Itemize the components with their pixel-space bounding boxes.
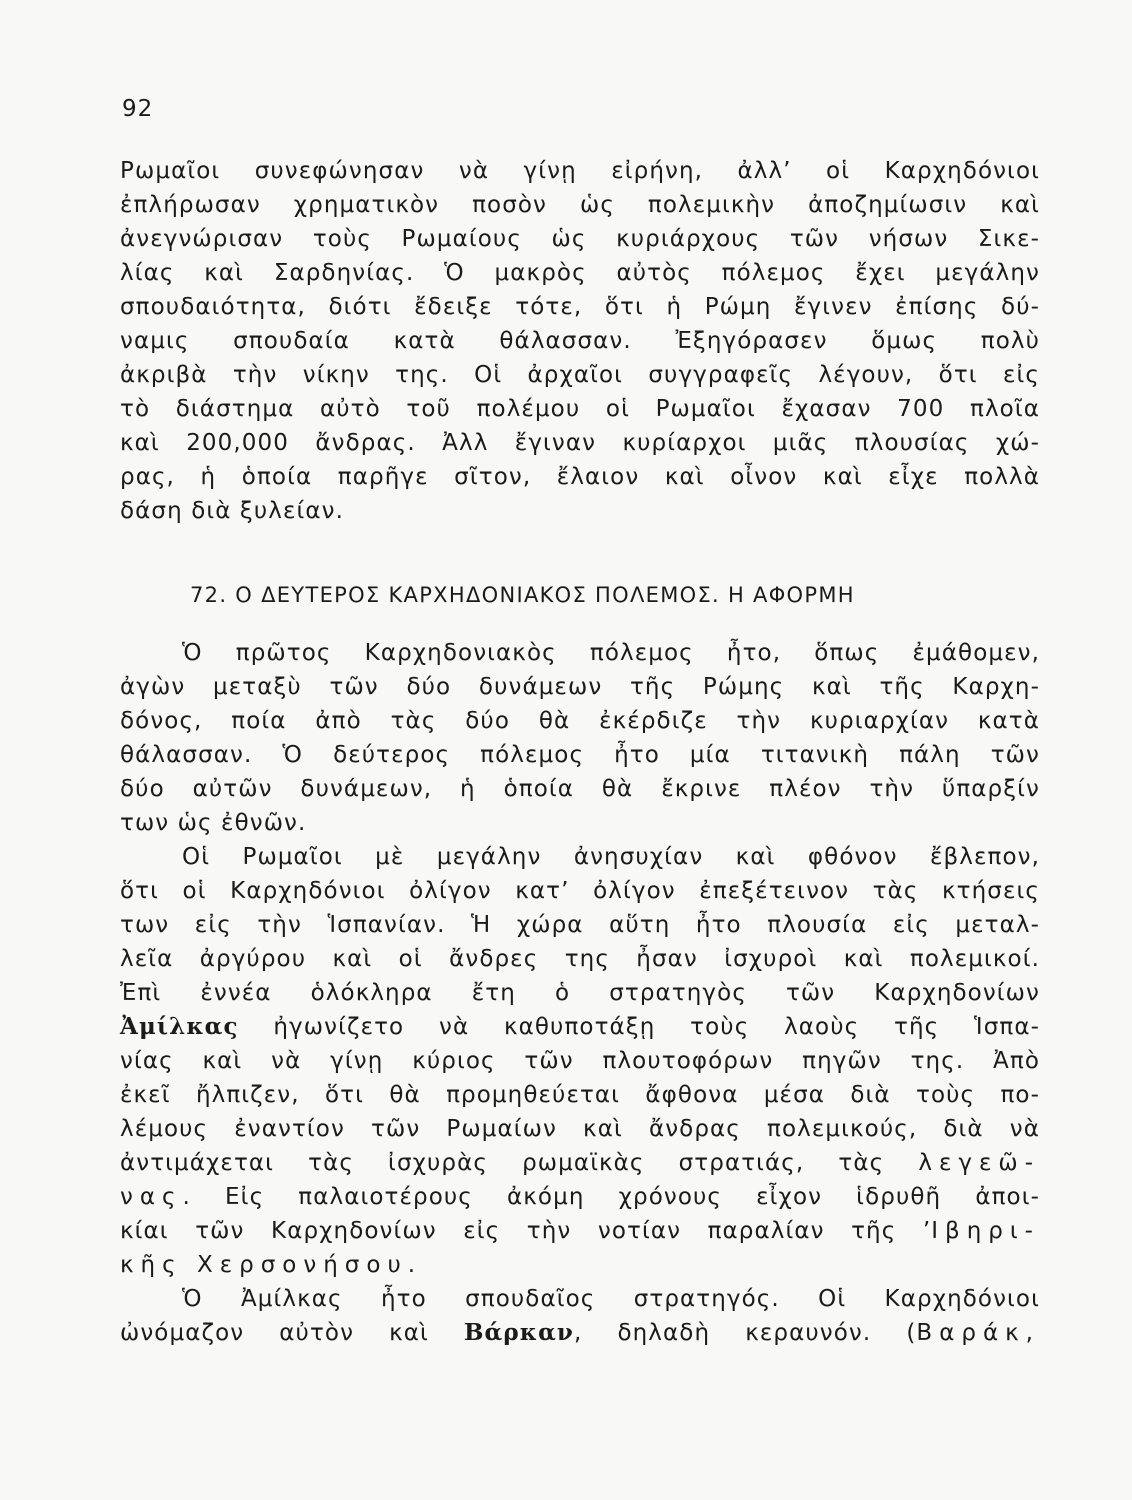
text-line: ἀκριβὰ τὴν νίκην της. Οἱ ἀρχαῖοι συγγραφεῖς λέγουν, ὅτι εἰς <box>120 362 1040 388</box>
text-line <box>120 1316 1040 1350</box>
text-line: Ἐπὶ ἐννέα ὁλόκληρα ἔτη ὁ στρατηγὸς τῶν Καρχηδονίων <box>120 980 1040 1006</box>
text-line: των εἰς τὴν Ἱσπανίαν. Ἡ χώρα αὕτη ἦτο πλουσία εἰς μεταλ- <box>120 912 1040 938</box>
text-line: ναμις σπουδαία κατὰ θάλασσαν. Ἐξηγόρασεν ὅμως πολὺ <box>120 328 1040 354</box>
text-line: ρας, ἡ ὁποία παρῆγε σῖτον, ἔλαιον καὶ οἶνον καὶ εἶχε πολλὰ <box>120 464 1040 490</box>
spaced-word-legions: λεγεῶ- <box>918 1150 1040 1176</box>
spaced-word-chersonese: κῆς Χερσονήσου <box>120 1252 408 1278</box>
paragraph-1 <box>120 154 1040 528</box>
text-fragment: ἀντιμάχεται τὰς ἰσχυρὰς ρωμαϊκὰς στρατιάς, τὰς <box>120 1150 885 1176</box>
text-fragment: ἠγωνίζετο νὰ καθυποτάξῃ τοὺς λαοὺς τῆς Ἱσπα- <box>273 1014 1040 1040</box>
section-body <box>120 636 1040 1350</box>
text-line <box>120 1214 1040 1248</box>
text-fragment: . Εἰς παλαιοτέρους ἀκόμη χρόνους εἶχον ἱδρυθῆ ἀποι- <box>182 1184 1040 1210</box>
text-line: Οἱ Ρωμαῖοι μὲ μεγάλην ἀνησυχίαν καὶ φθόνον ἔβλεπον, <box>182 844 1040 870</box>
spaced-word-legions-end: νας <box>120 1184 183 1210</box>
text-fragment: ὠνόμαζον αὐτὸν καὶ <box>120 1320 429 1346</box>
text-line <box>120 1146 1040 1180</box>
text-line: τὸ διάστημα αὐτὸ τοῦ πολέμου οἱ Ρωμαῖοι ἔχασαν 700 πλοῖα <box>120 396 1040 422</box>
name-barca: Βάρκαν <box>464 1319 574 1346</box>
text-line: σπουδαιότητα, διότι ἔδειξε τότε, ὅτι ἡ Ρώμη ἔγινεν ἐπίσης δύ- <box>120 294 1040 320</box>
text-line <box>120 1180 1040 1214</box>
text-line: θάλασσαν. Ὁ δεύτερος πόλεμος ἦτο μία τιτανικὴ πάλη τῶν <box>120 742 1040 768</box>
text-line: δύο αὐτῶν δυνάμεων, ἡ ὁποία θὰ ἔκρινε πλέον τὴν ὕπαρξίν <box>120 776 1040 802</box>
text-fragment: , δηλαδὴ κεραυνόν. ( <box>573 1320 917 1346</box>
text-line: λίας καὶ Σαρδηνίας. Ὁ μακρὸς αὐτὸς πόλεμος ἔχει μεγάλην <box>120 260 1040 286</box>
text-line: λεῖα ἀργύρου καὶ οἱ ἄνδρες της ἦσαν ἰσχυροὶ καὶ πολεμικοί. <box>120 946 1040 972</box>
text-line: Ὁ Ἀμίλκας ἦτο σπουδαῖος στρατηγός. Οἱ Καρχηδόνιοι <box>182 1286 1040 1312</box>
text-fragment: κίαι τῶν Καρχηδονίων εἰς τὴν νοτίαν παραλίαν τῆς ’ <box>120 1218 932 1244</box>
section-heading: 72. Ο ΔΕΥΤΕΡΟΣ ΚΑΡΧΗΔΟΝΙΑΚΟΣ ΠΟΛΕΜΟΣ. Η ΑΦΟΡΜΗ <box>190 583 855 607</box>
text-line: λέμους ἐναντίον τῶν Ρωμαίων καὶ ἄνδρας πολεμικούς, διὰ νὰ <box>120 1116 1040 1142</box>
page-number: 92 <box>122 96 154 122</box>
text-line: Ρωμαῖοι συνεφώνησαν νὰ γίνῃ εἰρήνη, ἀλλ’ οἱ Καρχηδόνιοι <box>120 158 1040 184</box>
text-line: ἀνεγνώρισαν τοὺς Ρωμαίους ὡς κυριάρχους τῶν νήσων Σικε- <box>120 226 1040 252</box>
spaced-word-barak: Βαράκ, <box>916 1320 1040 1346</box>
text-line: ὅτι οἱ Καρχηδόνιοι ὀλίγον κατ’ ὀλίγον ἐπεξέτεινον τὰς κτήσεις <box>120 878 1040 904</box>
spaced-word-iberian: Ιβηρι- <box>931 1218 1040 1244</box>
text-line: δάση διὰ ξυλείαν. <box>120 498 345 524</box>
text-line: ἐκεῖ ἤλπιζεν, ὅτι θὰ προμηθεύεται ἄφθονα μέσα διὰ τοὺς πο- <box>120 1082 1040 1108</box>
text-line <box>120 1248 1040 1282</box>
text-line: δόνος, ποία ἀπὸ τὰς δύο θὰ ἐκέρδιζε τὴν κυριαρχίαν κατὰ <box>120 708 1040 734</box>
text-line: ἐπλήρωσαν χρηματικὸν ποσὸν ὡς πολεμικὴν ἀποζημίωσιν καὶ <box>120 192 1040 218</box>
text-line <box>120 1010 1040 1044</box>
text-line: νίας καὶ νὰ γίνῃ κύριος τῶν πλουτοφόρων πηγῶν της. Ἀπὸ <box>120 1048 1040 1074</box>
text-line: καὶ 200,000 ἄνδρας. Ἀλλ ἔγιναν κυρίαρχοι μιᾶς πλουσίας χώ- <box>120 430 1040 456</box>
text-fragment: . <box>407 1252 417 1278</box>
name-hamilcar: Ἀμίλκας <box>120 1013 239 1040</box>
text-line: Ὁ πρῶτος Καρχηδονιακὸς πόλεμος ἦτο, ὅπως ἐμάθομεν, <box>182 640 1040 666</box>
text-line: ἀγὼν μεταξὺ τῶν δύο δυνάμεων τῆς Ρώμης καὶ τῆς Καρχη- <box>120 674 1040 700</box>
text-line: των ὡς ἐθνῶν. <box>120 810 307 836</box>
